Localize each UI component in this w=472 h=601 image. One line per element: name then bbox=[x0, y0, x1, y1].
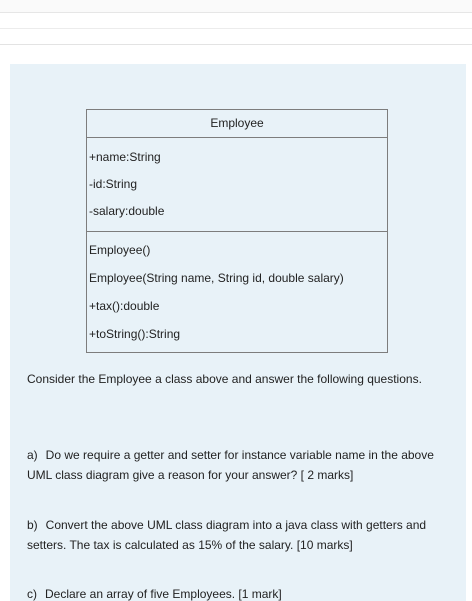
question-text: Convert the above UML class diagram into a java class with getters and setters. The tax is calculated as 15% of the salary. [10 marks] bbox=[27, 518, 427, 552]
question-a bbox=[27, 445, 457, 485]
question-letter: c) bbox=[27, 587, 37, 601]
divider bbox=[0, 28, 472, 29]
question-text: Do we require a getter and setter for instance variable name in the above UML class diagram give a reason for your answer? [ 2 marks] bbox=[27, 448, 434, 482]
question-b bbox=[27, 515, 457, 555]
uml-attributes bbox=[87, 138, 387, 232]
question-letter: b) bbox=[27, 518, 38, 532]
top-strip bbox=[0, 0, 472, 13]
uml-operation: +toString():String bbox=[89, 327, 181, 341]
uml-attribute: -id:String bbox=[89, 177, 138, 191]
uml-attribute: -salary:double bbox=[89, 204, 165, 218]
uml-operation: Employee() bbox=[89, 243, 151, 257]
uml-operation: +tax():double bbox=[89, 299, 160, 313]
uml-class-diagram bbox=[86, 109, 388, 353]
question-c bbox=[27, 584, 457, 601]
question-panel bbox=[10, 64, 466, 601]
divider bbox=[0, 44, 472, 45]
question-letter: a) bbox=[27, 448, 38, 462]
uml-operations bbox=[87, 232, 387, 352]
uml-attribute: +name:String bbox=[89, 150, 161, 164]
uml-class-name: Employee bbox=[87, 110, 387, 138]
question-text: Declare an array of five Employees. [1 mark] bbox=[45, 587, 282, 601]
uml-operation: Employee(String name, String id, double salary) bbox=[89, 271, 344, 285]
question-intro: Consider the Employee a class above and answer the following questions. bbox=[27, 372, 422, 386]
